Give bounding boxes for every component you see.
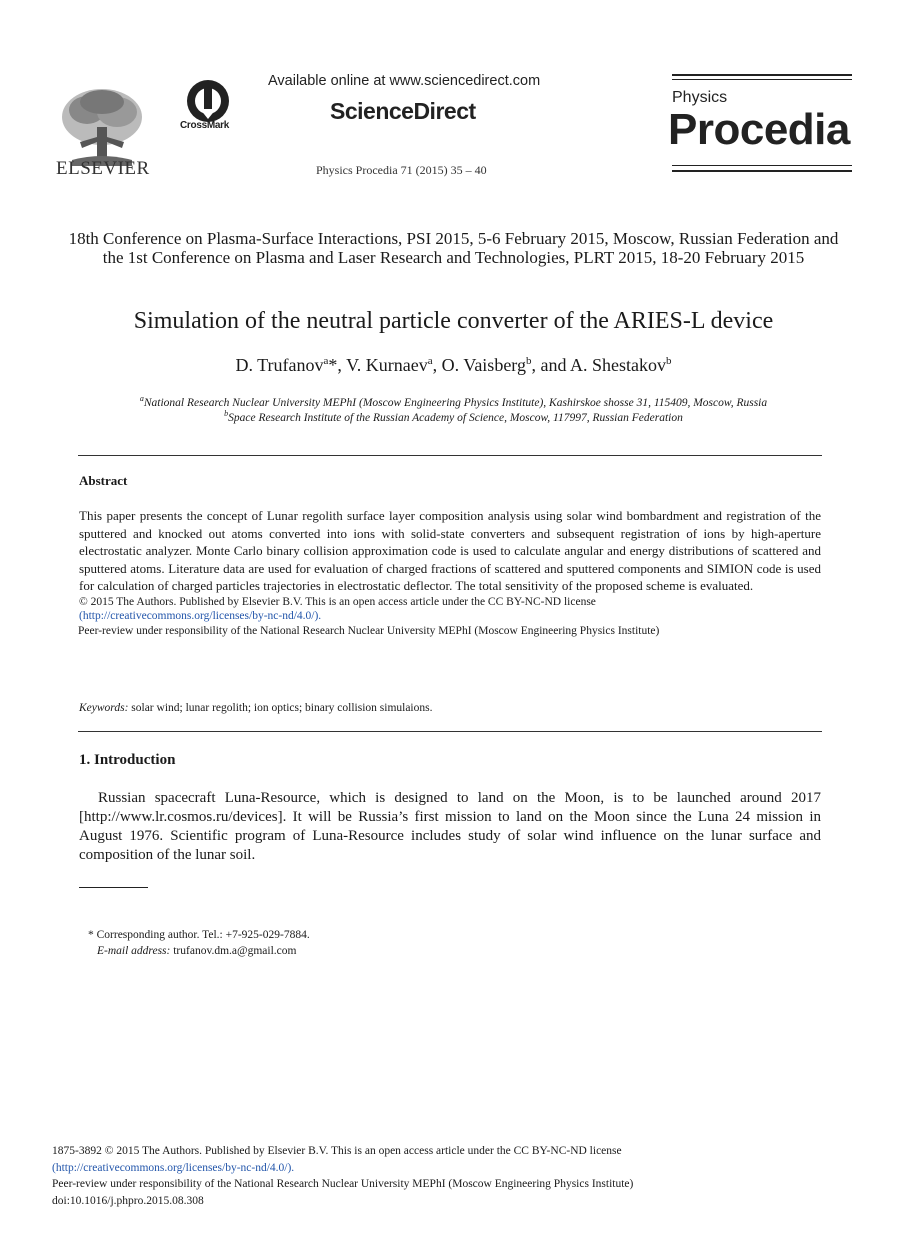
footer-doi[interactable]: doi:10.1016/j.phpro.2015.08.308 <box>52 1195 204 1207</box>
footer-license-link[interactable]: (http://creativecommons.org/licenses/by-nc-nd/4.0/). <box>52 1162 295 1174</box>
author-name: V. Kurnaev <box>346 355 428 375</box>
introduction-heading: 1. Introduction <box>79 752 176 768</box>
email-label: E-mail address: <box>97 945 171 957</box>
keywords-line <box>79 702 432 714</box>
author-separator: *, <box>328 355 347 375</box>
procedia-rule-bottom <box>672 170 852 172</box>
peer-review-line: Peer-review under responsibility of the National Research Nuclear University MEPhI (Moscow Engineering Physics Institute) <box>78 624 660 637</box>
affiliation-a <box>40 394 867 409</box>
abstract-body: This paper presents the concept of Lunar regolith surface layer composition analysis using solar wind bombardment and registration of the sputtered and knocked out atoms converted into ions with solid-state converters and subsequent registration of ions by high-aperture electrostatic analyzer. Monte Carlo binary collision approximation code is used to calculate angular and energy distributions of scattered and sputtered atoms. Literature data are used for evaluation of charged fractions of scattered and sputtered components and SIMION code is used for calculation of charged particles trajectories in electrostatic deflector. The total sensitivity of the proposed scheme is evaluated. <box>79 508 821 593</box>
abstract-heading: Abstract <box>79 473 128 488</box>
affiliation-text: National Research Nuclear University MEPhI (Moscow Engineering Physics Institute), Kashirskoe shosse 31, 115409, Moscow, Russia <box>143 396 768 409</box>
corresponding-author-note: * Corresponding author. Tel.: +7-925-029-7884. <box>88 929 310 941</box>
footer-issn-line: 1875-3892 © 2015 The Authors. Published by Elsevier B.V. This is an open access article under the CC BY-NC-ND license <box>52 1145 622 1157</box>
author-name: O. Vaisberg <box>441 355 526 375</box>
author-separator: , <box>432 355 442 375</box>
license-link[interactable]: (http://creativecommons.org/licenses/by-nc-nd/4.0/). <box>79 610 322 622</box>
footnote-rule <box>79 887 148 888</box>
author-affil-sup: a <box>323 355 329 367</box>
procedia-rule-top-thin <box>672 79 852 80</box>
journal-reference: Physics Procedia 71 (2015) 35 – 40 <box>316 163 487 177</box>
procedia-subtitle: Physics <box>672 89 728 106</box>
affiliation-sup: a <box>139 394 144 403</box>
sciencedirect-logo[interactable]: ScienceDirect <box>330 98 476 124</box>
elsevier-wordmark: ELSEVIER <box>56 158 150 179</box>
affiliation-b <box>40 409 867 424</box>
email-line <box>97 945 296 957</box>
affiliation-text: Space Research Institute of the Russian Academy of Science, Moscow, 117997, Russian Federation <box>228 411 683 424</box>
keywords-text: solar wind; lunar regolith; ion optics; binary collision simulaions. <box>131 702 433 714</box>
email-address[interactable]: trufanov.dm.a@gmail.com <box>173 945 297 957</box>
author-separator: , and <box>531 355 570 375</box>
available-online-text: Available online at www.sciencedirect.com <box>268 73 541 89</box>
author-affil-sup: a <box>427 355 433 367</box>
keywords-label: Keywords: <box>79 702 129 714</box>
procedia-rule-bottom-thin <box>672 165 852 166</box>
abstract-section <box>79 507 821 638</box>
affiliation-sup: b <box>224 409 229 418</box>
introduction-body: Russian spacecraft Luna-Resource, which is designed to land on the Moon, is to be launched around 2017 [http://www.lr.cosmos.ru/devices]. It will be Russia’s first mission to land on the Moon since the Luna 24 mission in August 1976. Scientific program of Luna-Resource includes study of solar wind influence on the lunar surface and composition of the lunar soil. <box>79 790 821 863</box>
divider <box>78 731 822 732</box>
author-name: A. Shestakov <box>569 355 666 375</box>
author-affil-sup: b <box>525 355 532 367</box>
crossmark-label: CrossMark <box>180 120 229 131</box>
procedia-rule-top <box>672 74 852 76</box>
divider <box>78 455 822 456</box>
paper-title: Simulation of the neutral particle converter of the ARIES-L device <box>133 308 774 334</box>
footer-peer-review: Peer-review under responsibility of the National Research Nuclear University MEPhI (Moscow Engineering Physics Institute) <box>52 1178 634 1190</box>
procedia-title: Procedia <box>668 105 850 154</box>
author-list <box>40 355 867 376</box>
author-name: D. Trufanov <box>235 355 324 375</box>
copyright-line: © 2015 The Authors. Published by Elsevier B.V. This is an open access article under the CC BY-NC-ND license <box>79 595 596 608</box>
conference-info: 18th Conference on Plasma-Surface Interactions, PSI 2015, 5-6 February 2015, Moscow, Russian Federation and the 1st Conference on Plasma and Laser Research and Technologies, PLRT 2015, 18-20 February 2015 <box>68 229 839 267</box>
author-affil-sup: b <box>665 355 672 367</box>
